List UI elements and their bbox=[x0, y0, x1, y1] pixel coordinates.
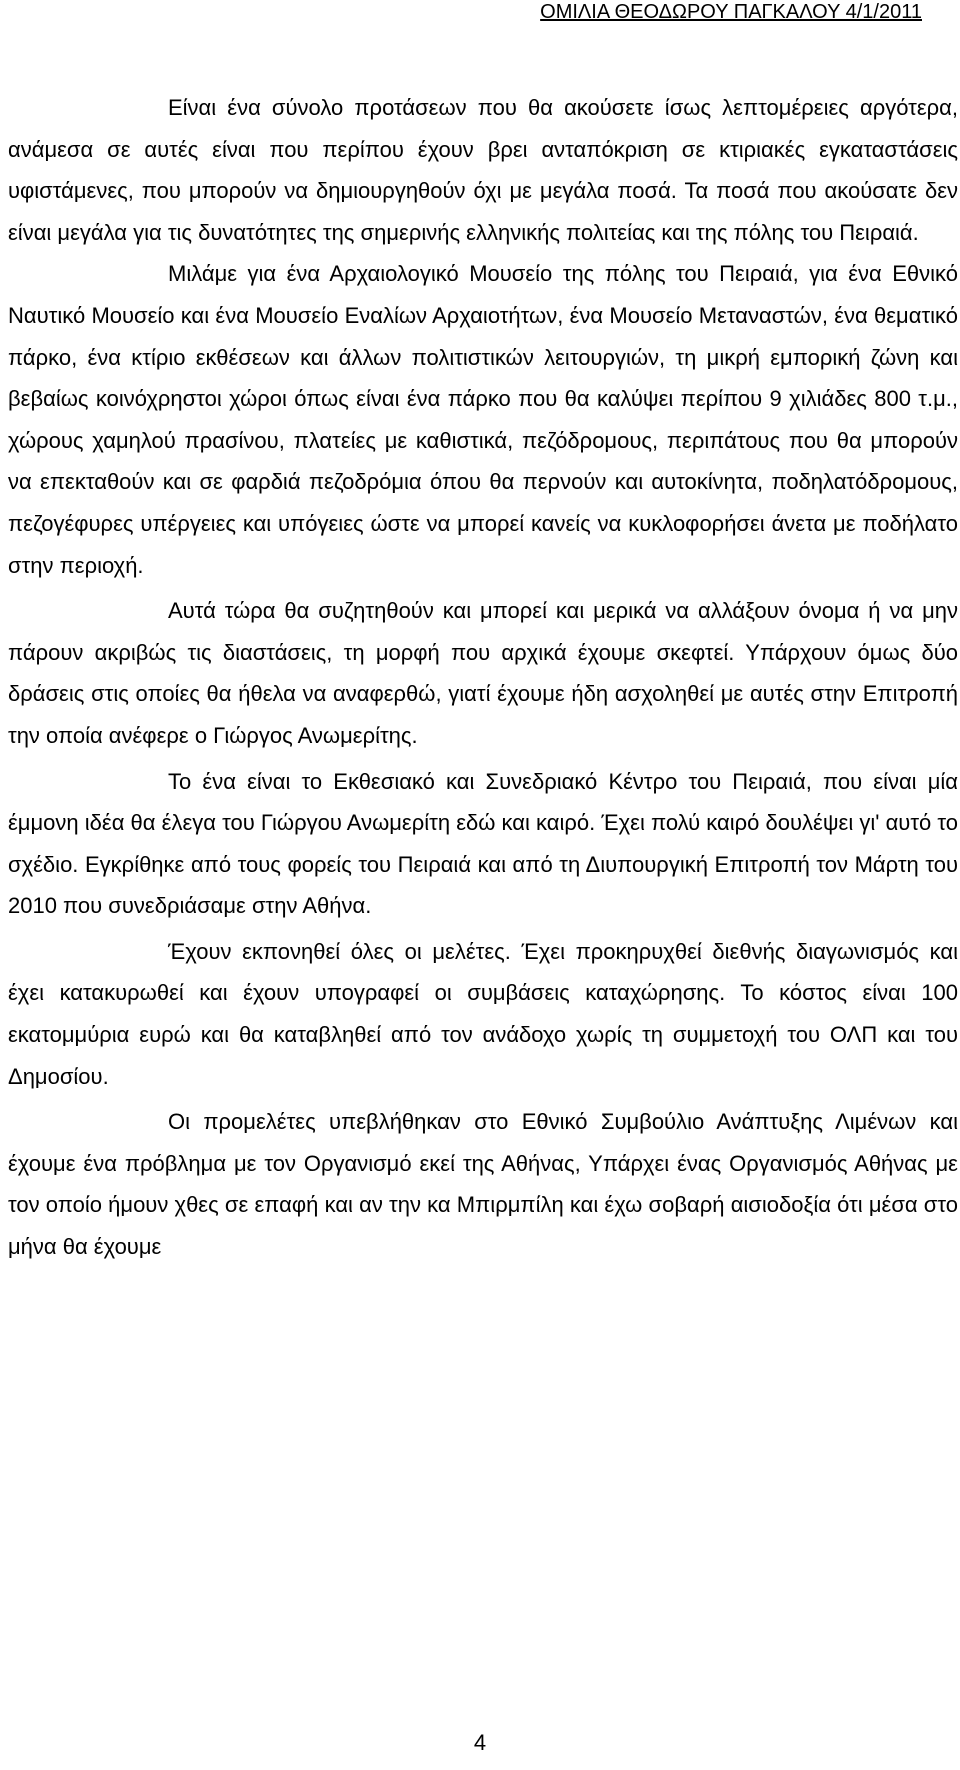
page-number: 4 bbox=[473, 1730, 487, 1755]
paragraph: Αυτά τώρα θα συζητηθούν και μπορεί και μερικά να αλλάξουν όνομα ή να μην πάρουν ακριβώς τις διαστάσεις, τη μορφή που αρχικά έχουμε σκεφτεί. Υπάρχουν όμως δύο δράσεις στις οποίες θα ήθελα να αναφερθώ, γιατί έχουμε ήδη ασχοληθεί με αυτές στην Επιτροπή την οποία ανέφερε ο Γιώργος Ανωμερίτης. bbox=[8, 598, 958, 748]
paragraph: Μιλάμε για ένα Αρχαιολογικό Μουσείο της πόλης του Πειραιά, για ένα Εθνικό Ναυτικό Μουσείο και ένα Μουσείο Εναλίων Αρχαιοτήτων, ένα Μουσείο Μεταναστών, ένα θεματικό πάρκο, ένα κτίριο εκθέσεων και άλλων πολιτιστικών λειτουργιών, τη μικρή εμπορική ζώνη και βεβαίως κοινόχρηστοι χώροι όπως είναι ένα πάρκο που θα καλύψει περίπου 9 χιλιάδες 800 τ.μ., χώρους χαμηλού πρασίνου, πλατείες με καθιστικά, πεζόδρομους, περιπάτους που θα μπορούν να επεκταθούν και σε φαρδιά πεζοδρόμια όπου θα περνούν και αυτοκίνητα, ποδηλατόδρομους, πεζογέφυρες υπέργειες και υπόγειες ώστε να μπορεί κανείς να κυκλοφορήσει άνετα με ποδήλατο στην περιοχή. bbox=[8, 261, 958, 578]
paragraph: Είναι ένα σύνολο προτάσεων που θα ακούσετε ίσως λεπτομέρειες αργότερα, ανάμεσα σε αυτές είναι που περίπου έχουν βρει ανταπόκριση σε κτιριακές εγκαταστάσεις υφιστάμενες, που μπορούν να δημιουργηθούν όχι με μεγάλα ποσά. Τα ποσά που ακούσατε δεν είναι μεγάλα για τις δυνατότητες της σημερινής ελληνικής πολιτείας και της πόλης του Πειραιά. bbox=[8, 95, 958, 245]
document-body bbox=[8, 87, 958, 1272]
paragraph: Έχουν εκπονηθεί όλες οι μελέτες. Έχει προκηρυχθεί διεθνής διαγωνισμός και έχει κατακυρωθεί και έχουν υπογραφεί οι συμβάσεις καταχώρησης. Το κόστος είναι 100 εκατομμύρια ευρώ και θα καταβληθεί από τον ανάδοχο χωρίς τη συμμετοχή του ΟΛΠ και του Δημοσίου. bbox=[8, 938, 958, 1089]
paragraph: Το ένα είναι το Εκθεσιακό και Συνεδριακό Κέντρο του Πειραιά, που είναι μία έμμονη ιδέα θα έλεγα του Γιώργου Ανωμερίτη εδώ και καιρό. Έχει πολύ καιρό δουλέψει γι' αυτό το σχέδιο. Εγκρίθηκε από τους φορείς του Πειραιά και από τη Διυπουργική Επιτροπή τον Μάρτη του 2010 που συνεδριάσαμε στην Αθήνα. bbox=[8, 768, 958, 919]
document-header-title: ΟΜΙΛΙΑ ΘΕΟΔΩΡΟΥ ΠΑΓΚΑΛΟΥ 4/1/2011 bbox=[540, 1, 922, 23]
paragraph: Οι προμελέτες υπεβλήθηκαν στο Εθνικό Συμβούλιο Ανάπτυξης Λιμένων και έχουμε ένα πρόβλημα με τον Οργανισμό εκεί της Αθήνας, Υπάρχει ένας Οργανισμός Αθήνας με τον οποίο ήμουν χθες σε επαφή και αν την κα Μπιρμπίλη και έχω σοβαρή αισιοδοξία ότι μέσα στο μήνα θα έχουμε bbox=[8, 1109, 958, 1260]
